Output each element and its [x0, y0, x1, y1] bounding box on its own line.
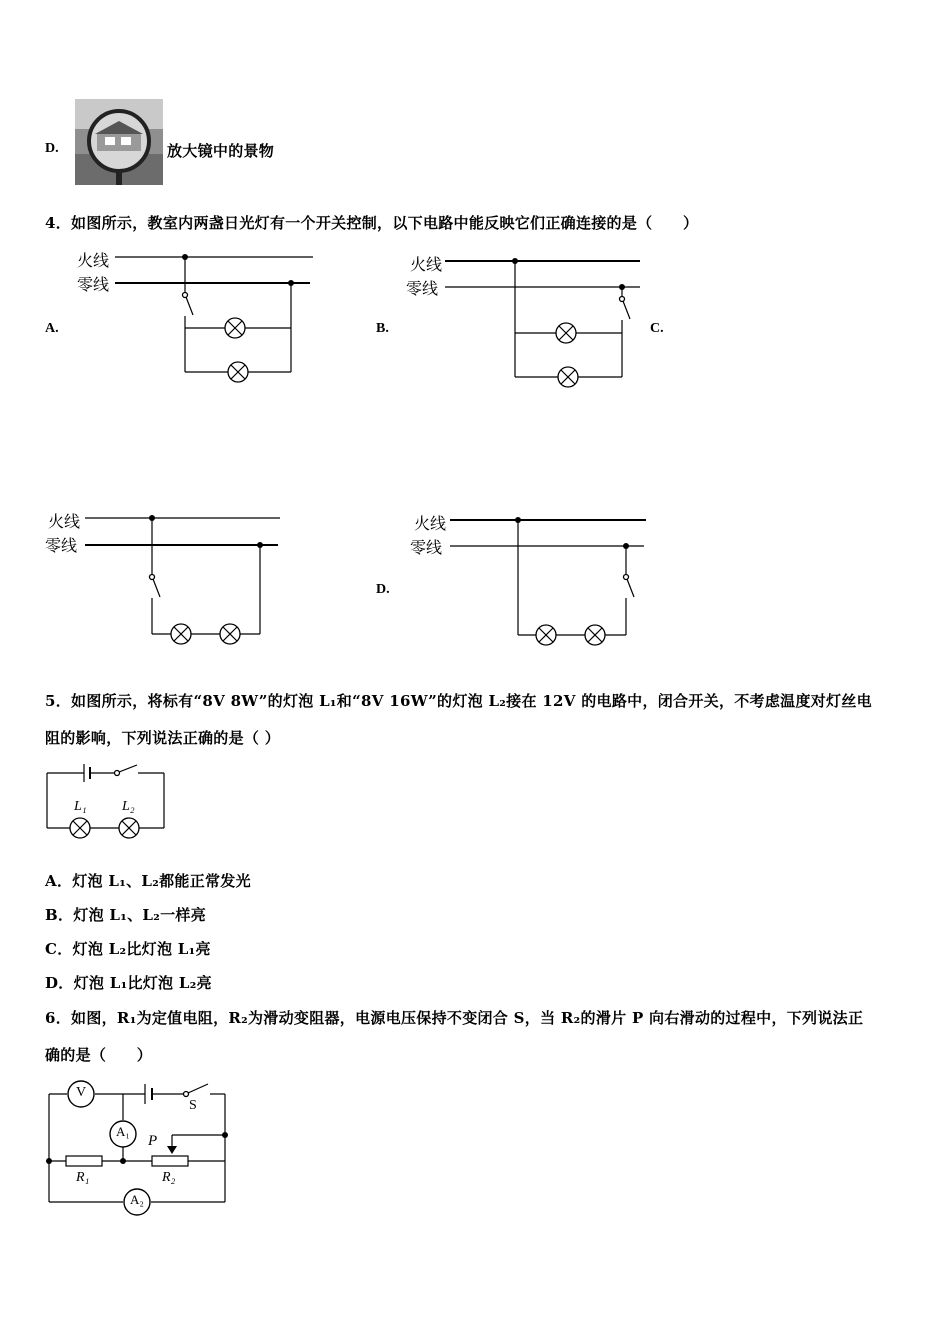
- q6-r1-label: R₁: [76, 1170, 90, 1185]
- q4d-zero-label: 零线: [410, 538, 443, 557]
- q4c-fire-label: 火线: [48, 512, 81, 531]
- q5-option-b: B．灯泡 L₁、L₂一样亮: [45, 906, 207, 924]
- q3-option-d-label: D.: [45, 141, 59, 156]
- q5-stem-line1: 5．如图所示，将标有“8V 8W”的灯泡 L₁和“8V 16W”的灯泡 L₂接在 12V 的电路中，闭合开关，不考虑温度对灯丝电: [45, 692, 872, 710]
- q4-option-c: C.: [650, 321, 664, 336]
- q6-stem-line1: 6．如图，R₁为定值电阻，R₂为滑动变阻器，电源电压保持不变闭合 S，当 R₂的滑片 P 向右滑动的过程中，下列说法正: [45, 1009, 864, 1027]
- q5-l2-label: L₂: [122, 799, 135, 814]
- q4-option-a: A.: [45, 321, 59, 336]
- q5-l1-label: L₁: [74, 799, 87, 814]
- q4a-zero-label: 零线: [77, 275, 110, 294]
- q4-option-b: B.: [376, 321, 389, 336]
- q4-stem: 4．如图所示，教室内两盏日光灯有一个开关控制，以下电路中能反映它们正确连接的是（ ）: [45, 214, 699, 232]
- q6-switch-label: S: [189, 1098, 197, 1113]
- q6-stem-line2: 确的是（ ）: [45, 1046, 153, 1064]
- q6-r2-label: R₂: [162, 1170, 176, 1185]
- q4-option-d: D.: [376, 582, 390, 597]
- q5-stem-line2: 阻的影响，下列说法正确的是（ ）: [45, 729, 281, 747]
- q3-option-d-caption: 放大镜中的景物: [167, 142, 275, 160]
- q6-voltmeter-label: V: [75, 1085, 87, 1100]
- q4b-fire-label: 火线: [410, 255, 443, 274]
- q4a-fire-label: 火线: [77, 251, 110, 270]
- q4d-fire-label: 火线: [414, 514, 447, 533]
- q6-ammeter-a2-label: A₂: [130, 1192, 144, 1207]
- q5-option-a: A．灯泡 L₁、L₂都能正常发光: [45, 872, 251, 890]
- q5-option-c: C．灯泡 L₂比灯泡 L₁亮: [45, 940, 211, 958]
- q6-slider-label: P: [148, 1133, 158, 1149]
- q6-ammeter-a1-label: A₁: [116, 1124, 130, 1139]
- q4b-zero-label: 零线: [406, 279, 439, 298]
- q4c-zero-label: 零线: [45, 536, 78, 555]
- q5-option-d: D．灯泡 L₁比灯泡 L₂亮: [45, 974, 212, 992]
